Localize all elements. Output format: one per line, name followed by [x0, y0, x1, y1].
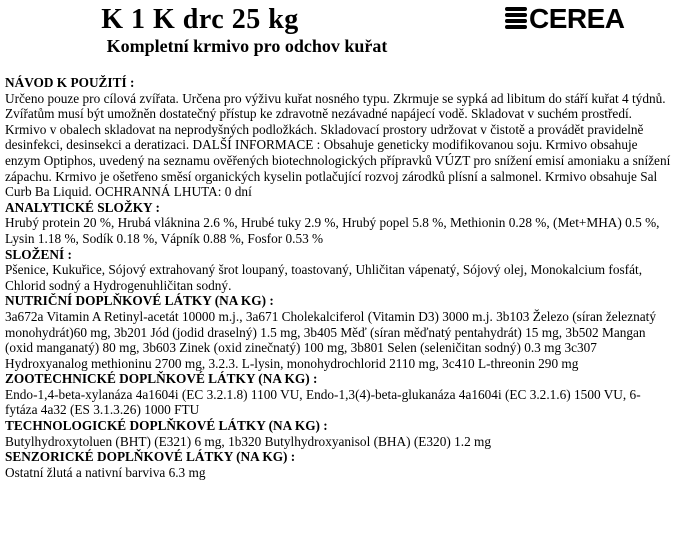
- section-heading: NUTRIČNÍ DOPLŇKOVÉ LÁTKY (NA KG) :: [5, 293, 274, 309]
- section-body: Endo-1,4-beta-xylanáza 4a1604i (EC 3.2.1.8) 1100 VU, Endo-1,3(4)-beta-glukanáza 4a1604i (EC 3.2.1.6) 1500 VU, 6-fytáza 4a32 (ES 3.1.3.26) 1000 FTU: [5, 386, 641, 418]
- section-nutritional: [5, 293, 671, 371]
- section-body: Butylhydroxytoluen (BHT) (E321) 6 mg, 1b320 Butylhydroxyanisol (BHA) (E320) 1.2 mg: [5, 433, 492, 449]
- section-body: Pšenice, Kukuřice, Sójový extrahovaný šrot loupaný, toastovaný, Uhličitan vápenatý, Sójový olej, Monokalcium fosfát, Chlorid sodný a Hydrogenuhličitan sodný.: [5, 262, 643, 293]
- label-content: [5, 75, 671, 480]
- section-heading: SENZORICKÉ DOPLŇKOVÉ LÁTKY (NA KG) :: [5, 449, 296, 465]
- section-body: 3a672a Vitamin A Retinyl-acetát 10000 m.j., 3a671 Cholekalciferol (Vitamin D3) 3000 m.j. 3b103 Železo (síran železnatý monohydrát)60 mg, 3b201 Jód (jodid draselný) 1.5 mg, 3b405 Měď (síran měďnatý pentahydrát) 15 mg, 3b502 Mangan (oxid manganatý) 80 mg, 3b603 Zinek (oxid zinečnatý) 100 mg, 3b801 Selen (seleničitan sodný) 0.3 mg 3c307 Hydroxyanalog methioninu 2700 mg, 3.2.3. L-lysin, monohydrochlorid 2110 mg, 3c410 L-threonin 290 mg: [5, 308, 657, 371]
- cerea-logo: [505, 4, 625, 34]
- product-title: K 1 K drc 25 kg: [101, 4, 299, 35]
- section-heading: NÁVOD K POUŽITÍ :: [5, 75, 135, 90]
- logo-text: CEREA: [529, 3, 625, 34]
- section-heading: ANALYTICKÉ SLOŽKY :: [5, 199, 160, 215]
- section-heading: ZOOTECHNICKÉ DOPLŇKOVÉ LÁTKY (NA KG) :: [5, 371, 318, 387]
- section-technological: [5, 418, 671, 449]
- section-body: Určeno pouze pro cílová zvířata. Určena pro výživu kuřat nosného typu. Zkrmuje se sypká ad libitum do stáří kuřat 4 týdnů. Zvířatům musí být umožněn dostatečný přístup ke zdravotně nezávadné napájecí vodě. Skladovat v suchém prostředí. Krmivo v obalech skladovat na neprodyšných podložkách. Skladovací prostory udržovat v čistotě a provádět pravidelně desinfekci, desinsekci a deratizaci. DALŠÍ INFORMACE : Obsahuje geneticky modifikovanou soju. Krmivo obsahuje enzym Optiphos, uvedený na seznamu ověřených biotechnologických přípravků VÚZT pro snížení emisí amoniaku a snížení zápachu. Krmivo je ošetřeno směsí organických kyselin potlačující rozvoj zárodků plísní a salmonel. Krmivo obsahuje Sal Curb Ba Liquid. OCHRANNÁ LHUTA: 0 dní: [5, 90, 671, 200]
- section-sensory: [5, 449, 671, 480]
- logo-grain-icon: [505, 6, 527, 32]
- section-body: Hrubý protein 20 %, Hrubá vláknina 2.6 %, Hrubé tuky 2.9 %, Hrubý popel 5.8 %, Methionin 0.28 %, (Met+MHA) 0.5 %, Lysin 1.18 %, Sodík 0.18 %, Vápník 0.88 %, Fosfor 0.53 %: [5, 215, 660, 246]
- section-analytical: [5, 200, 671, 247]
- section-zootechnical: [5, 371, 671, 418]
- section-usage: [5, 75, 671, 200]
- section-heading: SLOŽENÍ :: [5, 246, 72, 262]
- section-composition: [5, 247, 671, 294]
- section-body: Ostatní žlutá a nativní barviva 6.3 mg: [5, 464, 206, 480]
- product-subtitle: Kompletní krmivo pro odchov kuřat: [106, 36, 388, 56]
- section-heading: TECHNOLOGICKÉ DOPLŇKOVÉ LÁTKY (NA KG) :: [5, 418, 328, 434]
